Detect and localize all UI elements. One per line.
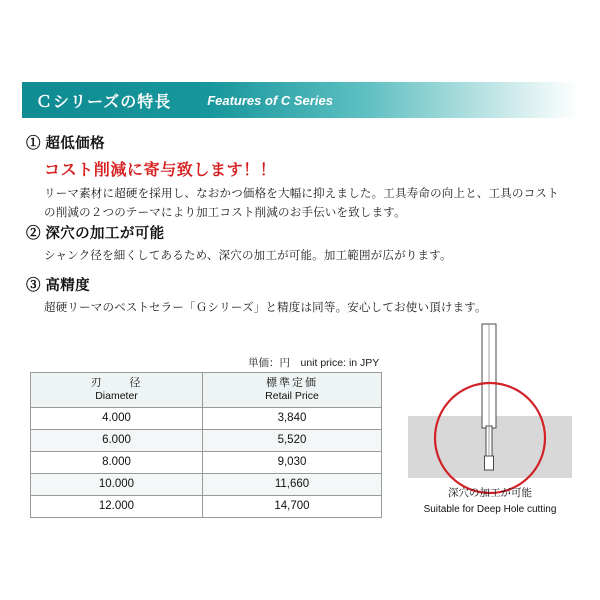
feature-3-title: ③ 高精度 <box>26 278 91 294</box>
cell-diameter: 4.000 <box>31 408 203 430</box>
column-header-diameter-jp: 刃 径 <box>90 376 143 389</box>
price-unit-note: 単価：円 unit price: in JPY <box>248 357 380 369</box>
feature-1-headline: コスト削減に寄与致します！！ <box>44 162 277 179</box>
price-table <box>30 372 382 518</box>
feature-section-1 <box>26 132 566 223</box>
column-header-diameter-en: Diameter <box>95 390 138 403</box>
table-row <box>31 430 382 452</box>
column-header-diameter <box>31 373 203 408</box>
table-row <box>31 496 382 518</box>
feature-2-body: シャンク径を細くしてあるため、深穴の加工が可能。加工範囲が広がります。 <box>44 250 452 262</box>
feature-3-body: 超硬リーマのベストセラー「Ｇシリーズ」と精度は同等。安心してお使い頂けます。 <box>44 302 487 314</box>
table-row <box>31 408 382 430</box>
table-row <box>31 452 382 474</box>
column-header-price-jp: 標準定価 <box>265 376 318 389</box>
figure-caption <box>400 486 580 517</box>
cell-price: 9,030 <box>202 452 381 474</box>
feature-1-title: ① 超低価格 <box>26 136 105 152</box>
figure-caption-jp: 深穴の加工が可能 <box>448 487 532 499</box>
header-title-en: Features of C Series <box>207 92 333 108</box>
cell-diameter: 12.000 <box>31 496 203 518</box>
feature-section-3 <box>26 274 566 318</box>
cell-diameter: 8.000 <box>31 452 203 474</box>
section-header-banner <box>22 82 578 118</box>
cell-diameter: 10.000 <box>31 474 203 496</box>
column-header-price <box>202 373 381 408</box>
cell-price: 5,520 <box>202 430 381 452</box>
header-title-jp: Ｃシリーズの特長 <box>36 93 172 111</box>
cell-price: 11,660 <box>202 474 381 496</box>
cell-diameter: 6.000 <box>31 430 203 452</box>
cell-price: 14,700 <box>202 496 381 518</box>
feature-2-title: ② 深穴の加工が可能 <box>26 226 165 242</box>
cell-price: 3,840 <box>202 408 381 430</box>
figure-caption-en: Suitable for Deep Hole cutting <box>423 503 557 515</box>
feature-1-body: リーマ素材に超硬を採用し、なおかつ価格を大幅に抑えました。工具寿命の向上と、工具のコストの削減の２つのテーマにより加工コスト削減のお手伝いを致します。 <box>44 188 559 219</box>
table-row <box>31 474 382 496</box>
table-header-row <box>31 373 382 408</box>
column-header-price-en: Retail Price <box>265 390 319 403</box>
feature-section-2 <box>26 222 566 266</box>
